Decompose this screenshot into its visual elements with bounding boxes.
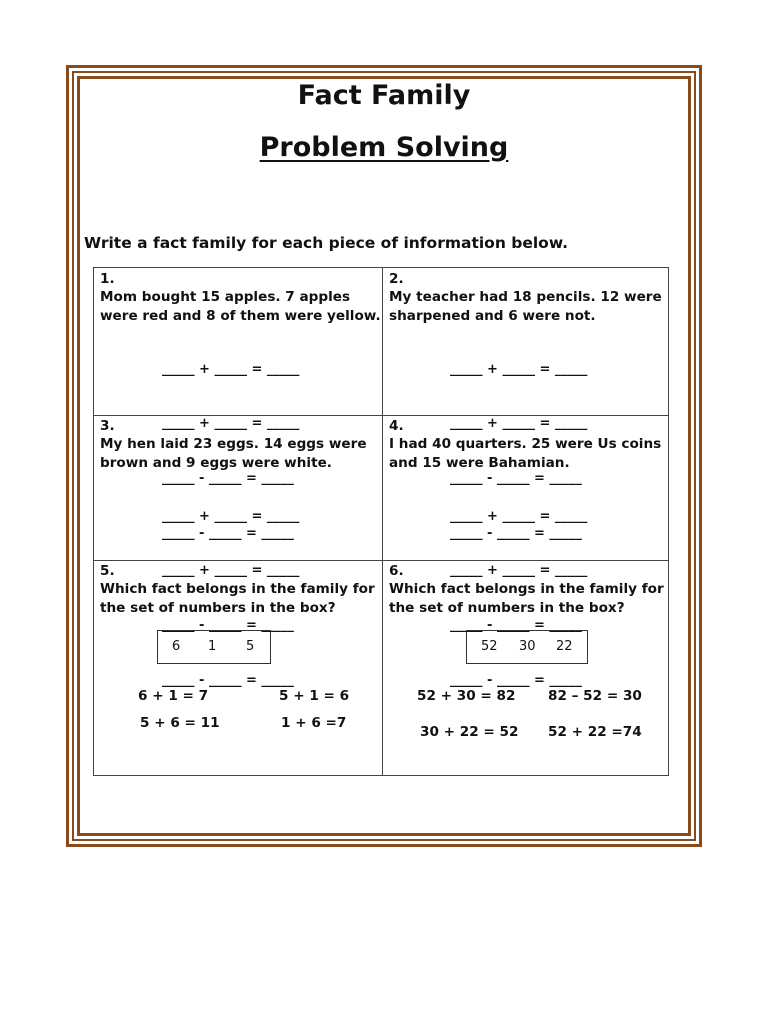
- choice-6c[interactable]: 30 + 22 = 52: [420, 724, 519, 740]
- number-box-6: [466, 630, 588, 664]
- choice-6d[interactable]: 52 + 22 =74: [548, 724, 642, 740]
- problem-grid: [93, 267, 669, 776]
- blank-equation[interactable]: _____ - _____ = _____: [162, 526, 294, 542]
- blank-equation[interactable]: _____ - _____ = _____: [450, 526, 582, 542]
- blank-equation[interactable]: _____ + _____ = _____: [450, 508, 588, 524]
- blank-equation[interactable]: _____ - _____ = _____: [450, 673, 582, 689]
- problem-6: [389, 562, 664, 617]
- problem-5: [100, 562, 375, 617]
- problem-4: [389, 417, 661, 472]
- box-number: 30: [519, 639, 536, 654]
- choice-5d[interactable]: 1 + 6 =7: [281, 715, 347, 731]
- blank-equation[interactable]: _____ - _____ = _____: [162, 471, 294, 487]
- problem-3: [100, 417, 367, 472]
- problem-number: 5.: [100, 563, 115, 579]
- problem-text-line: and 15 were Bahamian.: [389, 454, 570, 471]
- choice-5b[interactable]: 5 + 1 = 6: [279, 688, 350, 704]
- problem-number: 2.: [389, 271, 404, 287]
- page-title: Fact Family: [297, 80, 471, 111]
- problem-text-line: Which fact belongs in the family for: [100, 581, 375, 598]
- box-number: 1: [208, 639, 217, 654]
- problem-number: 3.: [100, 418, 115, 434]
- choice-6a[interactable]: 52 + 30 = 82: [417, 688, 516, 704]
- problem-text-line: the set of numbers in the box?: [100, 599, 336, 616]
- problem-number: 4.: [389, 418, 404, 434]
- blank-equation[interactable]: _____ + _____ = _____: [162, 416, 300, 432]
- choice-6b[interactable]: 82 – 52 = 30: [548, 688, 642, 704]
- problem-text-line: were red and 8 of them were yellow.: [100, 307, 381, 324]
- blank-equation[interactable]: _____ - _____ = _____: [450, 471, 582, 487]
- problem-number: 1.: [100, 271, 115, 287]
- choice-5a[interactable]: 6 + 1 = 7: [138, 688, 209, 704]
- box-number: 22: [556, 639, 573, 654]
- problem-number: 6.: [389, 563, 404, 579]
- blank-equation[interactable]: _____ + _____ = _____: [162, 361, 300, 377]
- problem-text-line: Mom bought 15 apples. 7 apples: [100, 289, 351, 306]
- blank-equation[interactable]: _____ - _____ = _____: [162, 673, 294, 689]
- problem-text-line: I had 40 quarters. 25 were Us coins: [389, 436, 662, 453]
- blank-equation[interactable]: _____ - _____ = _____: [450, 618, 582, 634]
- problem-2: [389, 270, 662, 325]
- grid-divider-vertical: [382, 268, 383, 775]
- blank-equation[interactable]: _____ + _____ = _____: [450, 416, 588, 432]
- problem-text-line: My hen laid 23 eggs. 14 eggs were: [100, 436, 367, 453]
- problem-text-line: sharpened and 6 were not.: [389, 307, 596, 324]
- blank-equation[interactable]: _____ + _____ = _____: [450, 563, 588, 579]
- instructions: Write a fact family for each piece of information below.: [84, 234, 569, 252]
- page-subtitle: Problem Solving: [259, 132, 509, 163]
- blank-equation[interactable]: _____ + _____ = _____: [162, 563, 300, 579]
- choice-5c[interactable]: 5 + 6 = 11: [140, 715, 220, 731]
- problem-text-line: the set of numbers in the box?: [389, 599, 625, 616]
- box-number: 6: [172, 639, 181, 654]
- number-box-5: [157, 630, 271, 664]
- problem-text-line: My teacher had 18 pencils. 12 were: [389, 289, 662, 306]
- blank-equation[interactable]: _____ + _____ = _____: [162, 508, 300, 524]
- blank-equation[interactable]: _____ - _____ = _____: [162, 618, 294, 634]
- problem-text-line: Which fact belongs in the family for: [389, 581, 664, 598]
- problem-1: [100, 270, 381, 325]
- box-number: 52: [481, 639, 498, 654]
- blank-equation[interactable]: _____ + _____ = _____: [450, 361, 588, 377]
- box-number: 5: [246, 639, 255, 654]
- problem-text-line: brown and 9 eggs were white.: [100, 454, 332, 471]
